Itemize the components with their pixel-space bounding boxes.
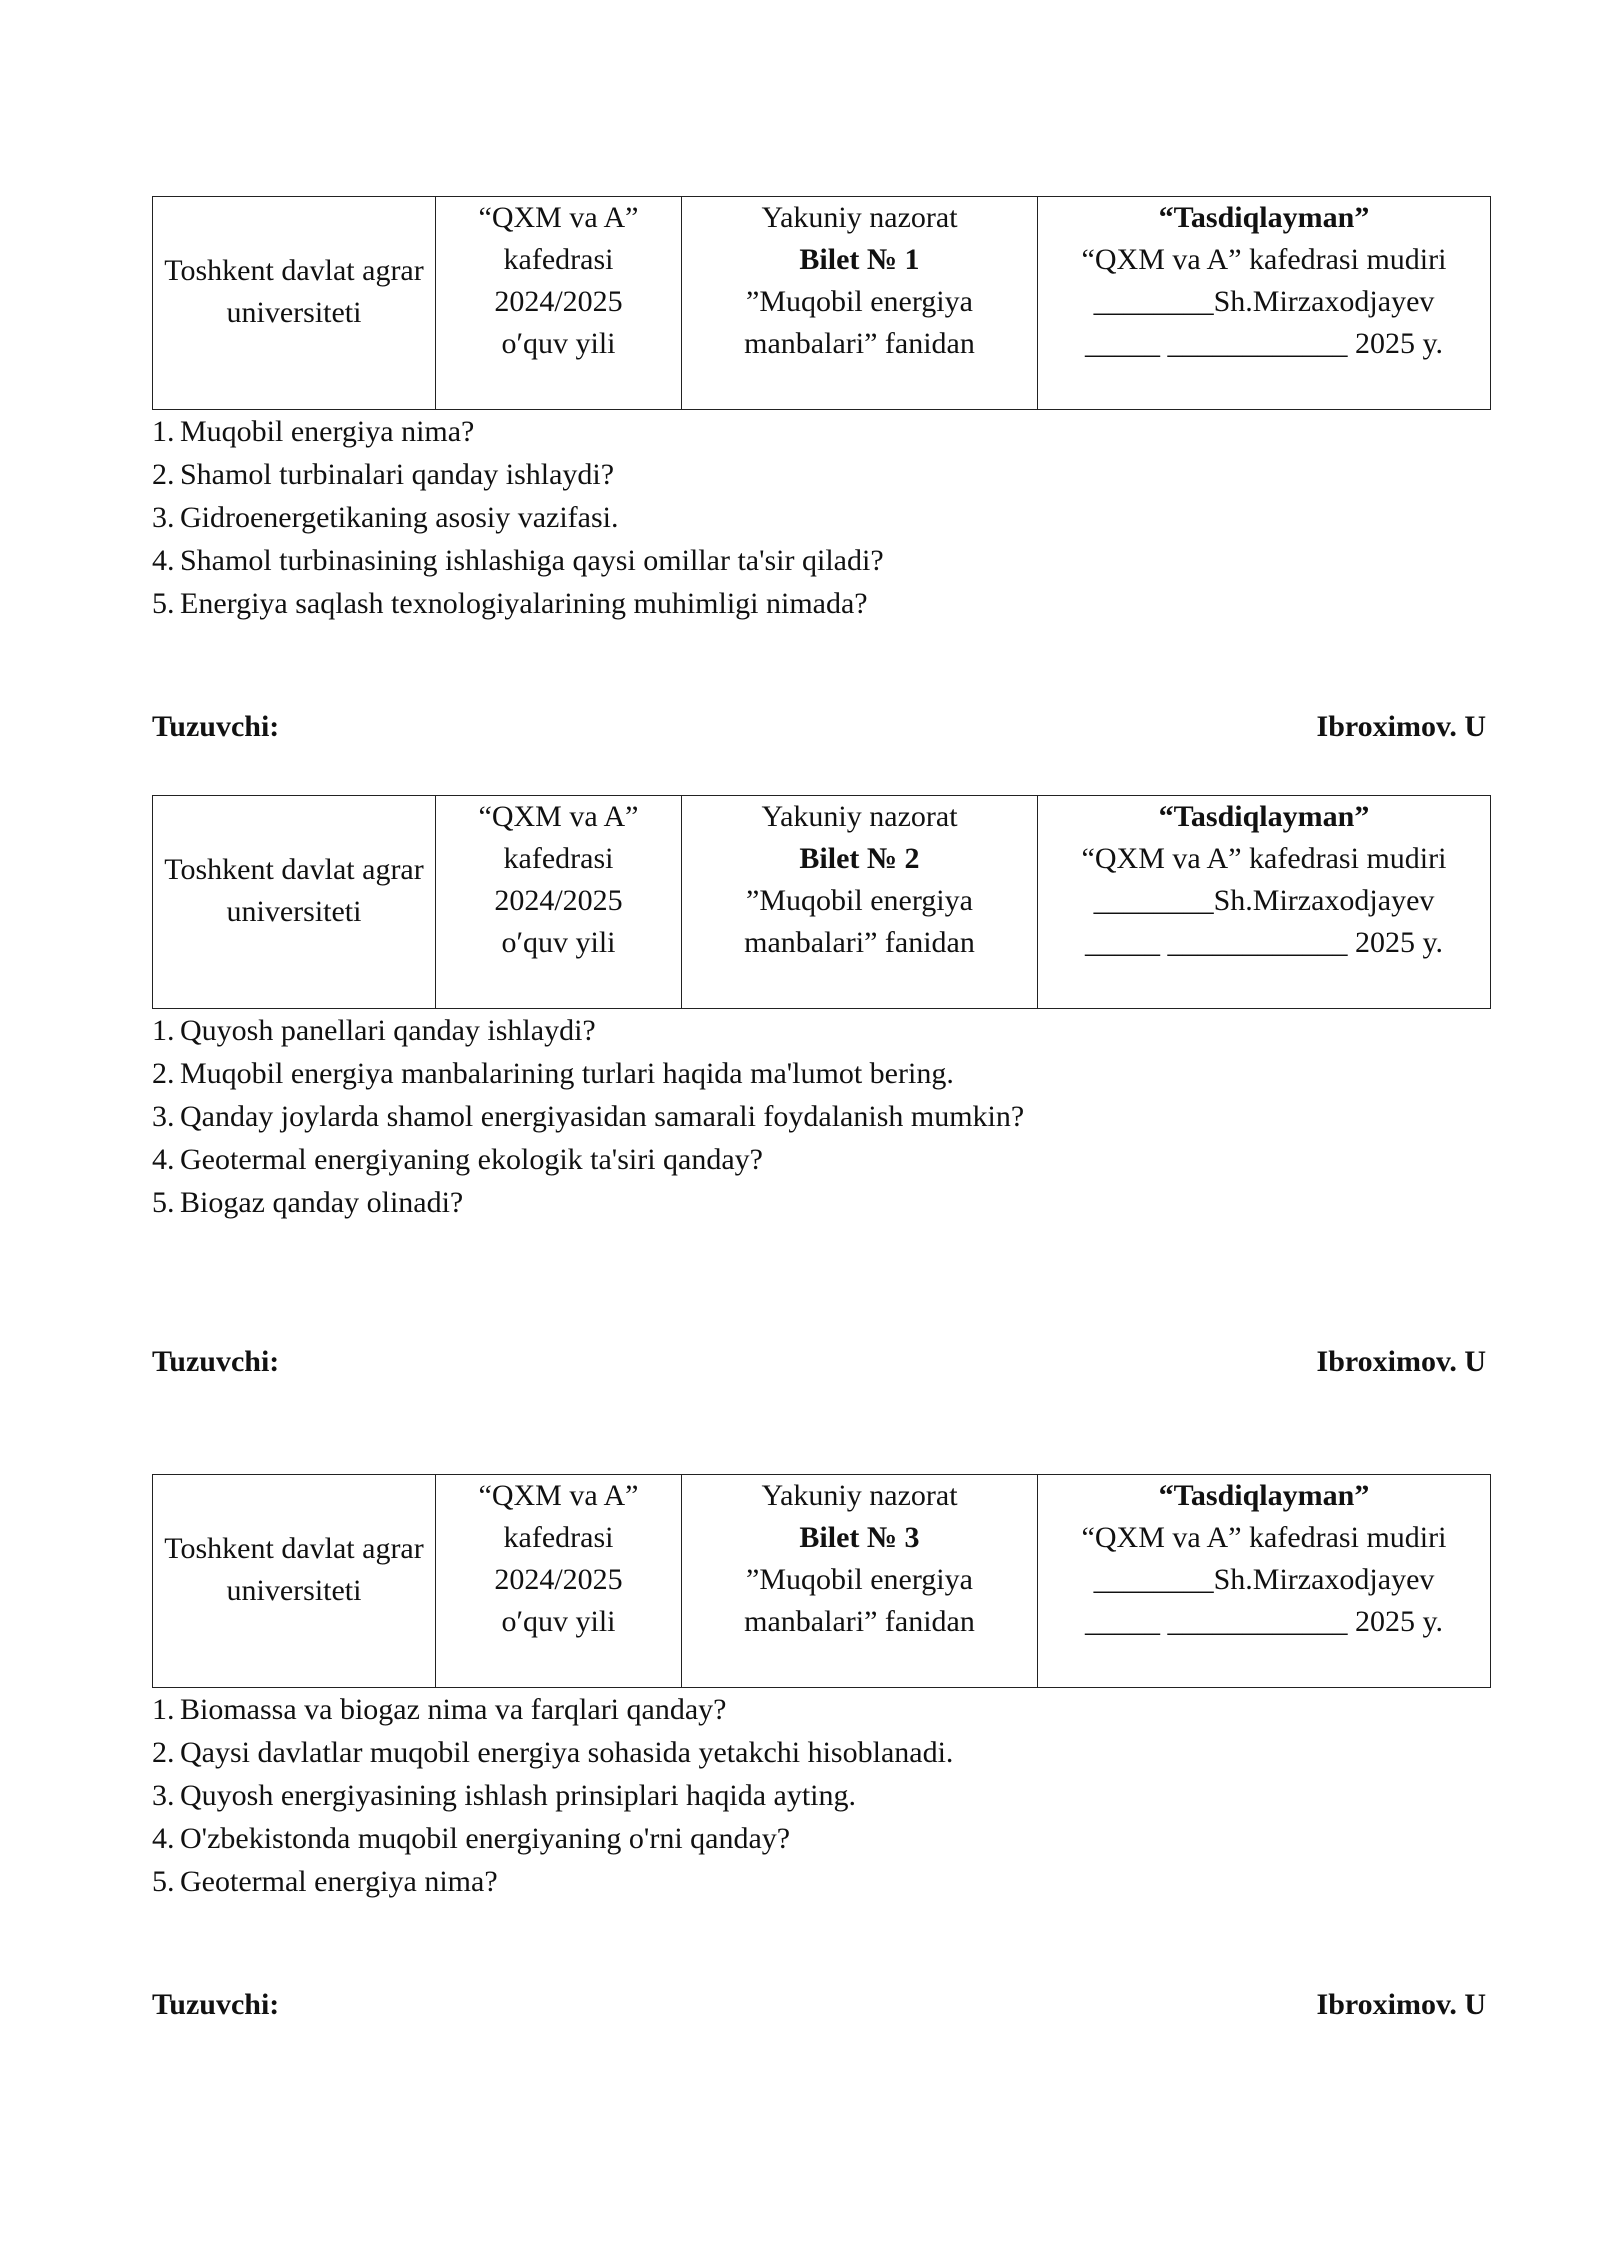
approval-role: “QXM va A” kafedrasi mudiri	[1081, 243, 1447, 276]
question-item	[152, 539, 1486, 582]
question-list	[152, 410, 1486, 625]
ticket-number: Bilet № 1	[799, 243, 920, 276]
question-number: 3.	[152, 1100, 175, 1133]
question-number: 5.	[152, 1865, 175, 1898]
question-number: 1.	[152, 1693, 175, 1726]
university-cell	[153, 1475, 436, 1688]
department-cell	[436, 1475, 682, 1688]
question-text: Shamol turbinasining ishlashiga qaysi omillar ta'sir qiladi?	[180, 544, 884, 577]
university-name: Toshkent davlat agrar universiteti	[164, 853, 424, 928]
question-text: Qaysi davlatlar muqobil energiya sohasida yetakchi hisoblanadi.	[180, 1736, 954, 1769]
department-name: “QXM va A”	[478, 201, 639, 234]
question-number: 4.	[152, 1822, 175, 1855]
question-item	[152, 453, 1486, 496]
compiler-name: Ibroximov. U	[1316, 1988, 1486, 2021]
department-cell	[436, 796, 682, 1009]
academic-year: 2024/2025	[494, 884, 623, 917]
exam-cell	[682, 197, 1038, 410]
subject-name-cont: manbalari” fanidan	[744, 327, 975, 360]
ticket-2	[152, 795, 1486, 1224]
signoff-2	[152, 1345, 1486, 1379]
question-number: 5.	[152, 1186, 175, 1219]
approval-date: _____ ____________ 2025 y.	[1084, 327, 1444, 360]
question-item	[152, 1009, 1486, 1052]
compiler-name: Ibroximov. U	[1316, 710, 1486, 743]
question-text: Muqobil energiya manbalarining turlari haqida ma'lumot bering.	[180, 1057, 954, 1090]
exam-type: Yakuniy nazorat	[761, 201, 958, 234]
approval-signature: ________Sh.Mirzaxodjayev	[1093, 285, 1435, 318]
approval-cell	[1038, 1475, 1491, 1688]
ticket-header-table	[152, 795, 1491, 1009]
academic-year: 2024/2025	[494, 1563, 623, 1596]
question-number: 3.	[152, 1779, 175, 1812]
question-number: 3.	[152, 501, 175, 534]
academic-year-label: o′quv yili	[501, 926, 616, 959]
compiler-label: Tuzuvchi:	[152, 710, 280, 743]
subject-name: ”Muqobil energiya	[746, 1563, 973, 1596]
question-text: Quyosh energiyasining ishlash prinsiplari haqida ayting.	[180, 1779, 857, 1812]
question-text: Biogaz qanday olinadi?	[180, 1186, 464, 1219]
question-item	[152, 1774, 1486, 1817]
approval-cell	[1038, 796, 1491, 1009]
question-item	[152, 1817, 1486, 1860]
ticket-3	[152, 1474, 1486, 1903]
question-item	[152, 1731, 1486, 1774]
subject-name-cont: manbalari” fanidan	[744, 1605, 975, 1638]
subject-name: ”Muqobil energiya	[746, 285, 973, 318]
question-item	[152, 1138, 1486, 1181]
question-item	[152, 1052, 1486, 1095]
ticket-1	[152, 196, 1486, 625]
question-text: Biomassa va biogaz nima va farqlari qanday?	[180, 1693, 727, 1726]
ticket-header-table	[152, 1474, 1491, 1688]
question-number: 2.	[152, 458, 175, 491]
question-number: 2.	[152, 1057, 175, 1090]
academic-year: 2024/2025	[494, 285, 623, 318]
approval-title: “Tasdiqlayman”	[1158, 201, 1370, 234]
approval-role: “QXM va A” kafedrasi mudiri	[1081, 1521, 1447, 1554]
department-label: kafedrasi	[503, 842, 614, 875]
subject-name-cont: manbalari” fanidan	[744, 926, 975, 959]
question-item	[152, 582, 1486, 625]
exam-type: Yakuniy nazorat	[761, 800, 958, 833]
question-number: 4.	[152, 1143, 175, 1176]
university-cell	[153, 197, 436, 410]
department-label: kafedrasi	[503, 1521, 614, 1554]
question-item	[152, 496, 1486, 539]
department-label: kafedrasi	[503, 243, 614, 276]
question-text: Shamol turbinalari qanday ishlaydi?	[180, 458, 615, 491]
subject-name: ”Muqobil energiya	[746, 884, 973, 917]
question-number: 2.	[152, 1736, 175, 1769]
signoff-1	[152, 710, 1486, 744]
approval-title: “Tasdiqlayman”	[1158, 1479, 1370, 1512]
question-list	[152, 1009, 1486, 1224]
approval-cell	[1038, 197, 1491, 410]
exam-type: Yakuniy nazorat	[761, 1479, 958, 1512]
department-name: “QXM va A”	[478, 800, 639, 833]
question-text: Geotermal energiyaning ekologik ta'siri qanday?	[180, 1143, 763, 1176]
approval-role: “QXM va A” kafedrasi mudiri	[1081, 842, 1447, 875]
question-text: Geotermal energiya nima?	[180, 1865, 498, 1898]
university-name: Toshkent davlat agrar universiteti	[164, 1532, 424, 1607]
question-number: 1.	[152, 1014, 175, 1047]
approval-signature: ________Sh.Mirzaxodjayev	[1093, 1563, 1435, 1596]
compiler-label: Tuzuvchi:	[152, 1345, 280, 1378]
exam-cell	[682, 796, 1038, 1009]
approval-signature: ________Sh.Mirzaxodjayev	[1093, 884, 1435, 917]
question-item	[152, 1181, 1486, 1224]
exam-cell	[682, 1475, 1038, 1688]
question-number: 1.	[152, 415, 175, 448]
ticket-number: Bilet № 2	[799, 842, 920, 875]
academic-year-label: o′quv yili	[501, 1605, 616, 1638]
ticket-header-table	[152, 196, 1491, 410]
academic-year-label: o′quv yili	[501, 327, 616, 360]
department-name: “QXM va A”	[478, 1479, 639, 1512]
question-number: 5.	[152, 587, 175, 620]
question-text: Qanday joylarda shamol energiyasidan samarali foydalanish mumkin?	[180, 1100, 1025, 1133]
signoff-3	[152, 1988, 1486, 2022]
question-text: Gidroenergetikaning asosiy vazifasi.	[180, 501, 619, 534]
question-text: Quyosh panellari qanday ishlaydi?	[180, 1014, 596, 1047]
approval-title: “Tasdiqlayman”	[1158, 800, 1370, 833]
question-text: Energiya saqlash texnologiyalarining muhimligi nimada?	[180, 587, 868, 620]
approval-date: _____ ____________ 2025 y.	[1084, 926, 1444, 959]
question-item	[152, 1688, 1486, 1731]
university-cell	[153, 796, 436, 1009]
question-item	[152, 1095, 1486, 1138]
department-cell	[436, 197, 682, 410]
question-list	[152, 1688, 1486, 1903]
question-item	[152, 410, 1486, 453]
question-number: 4.	[152, 544, 175, 577]
approval-date: _____ ____________ 2025 y.	[1084, 1605, 1444, 1638]
question-item	[152, 1860, 1486, 1903]
ticket-number: Bilet № 3	[799, 1521, 920, 1554]
university-name: Toshkent davlat agrar universiteti	[164, 254, 424, 329]
question-text: O'zbekistonda muqobil energiyaning o'rni qanday?	[180, 1822, 791, 1855]
compiler-name: Ibroximov. U	[1316, 1345, 1486, 1378]
compiler-label: Tuzuvchi:	[152, 1988, 280, 2021]
question-text: Muqobil energiya nima?	[180, 415, 475, 448]
